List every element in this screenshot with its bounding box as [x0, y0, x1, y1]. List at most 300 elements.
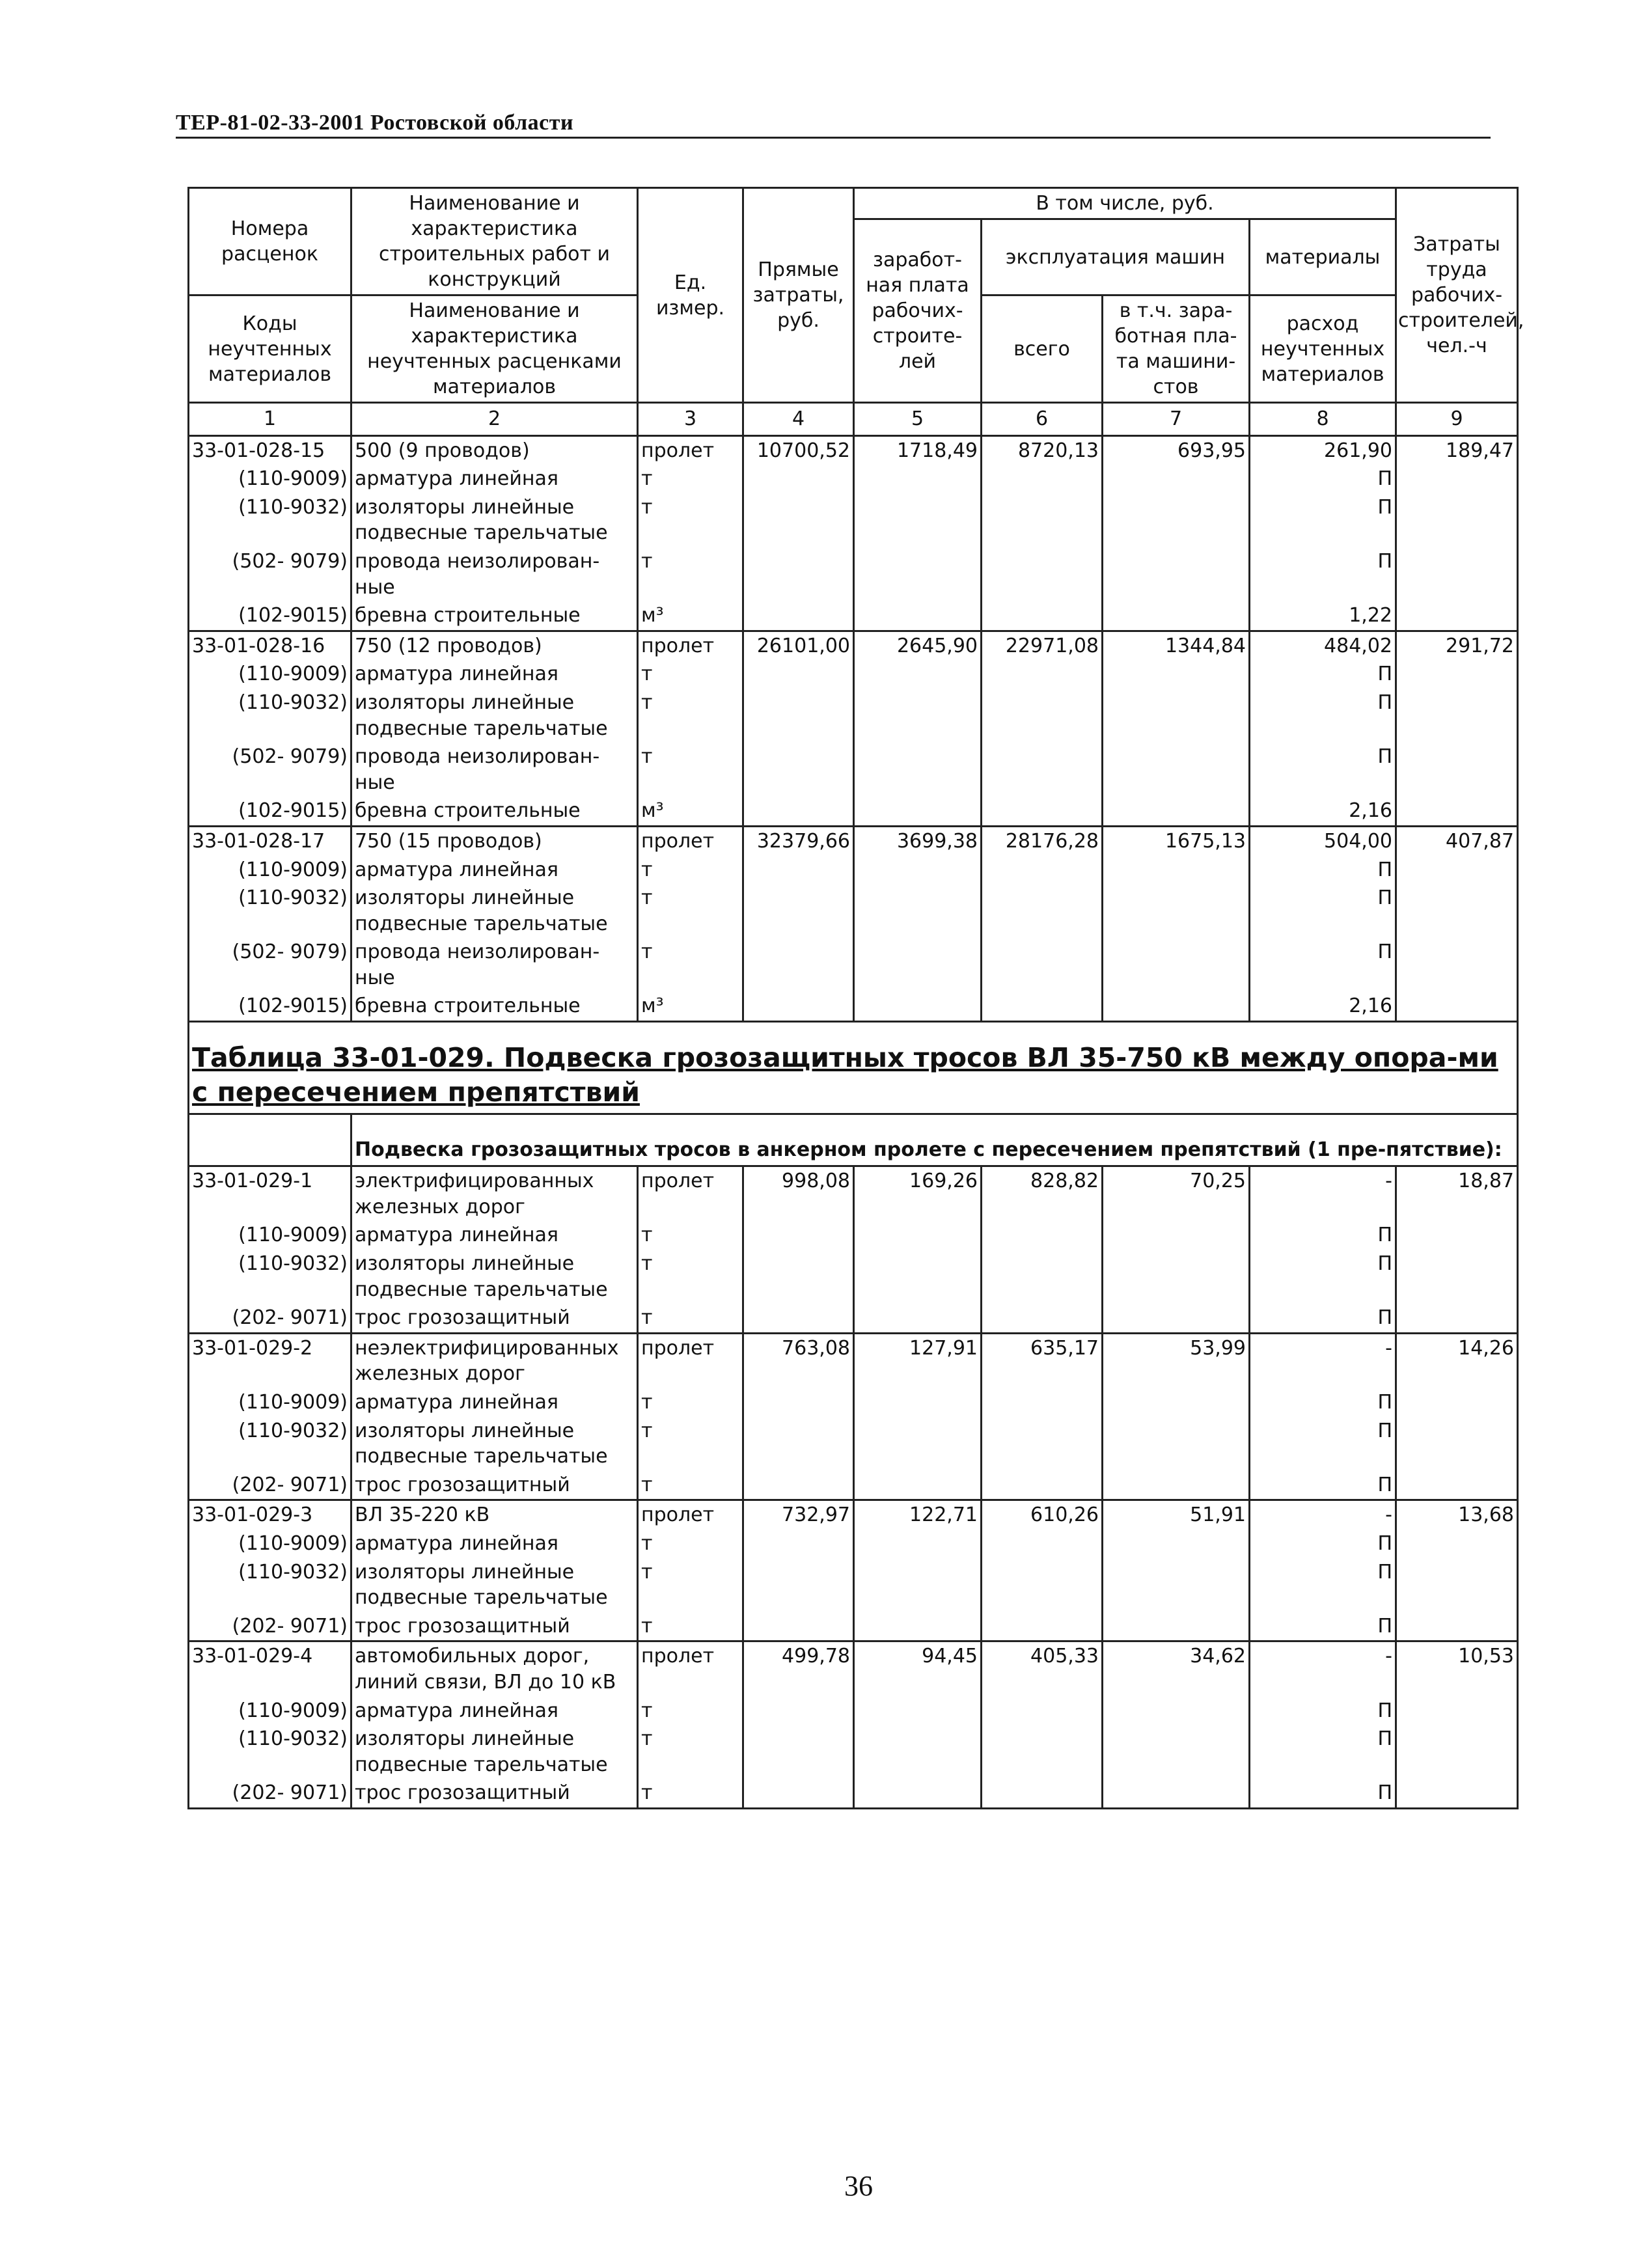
- column-number: 4: [743, 403, 854, 436]
- material-name: изоляторы линейные подвесные тарельчатые: [351, 493, 638, 547]
- material-name: арматура линейная: [351, 1697, 638, 1725]
- material-code: (202- 9071): [189, 1779, 351, 1808]
- labor: [1396, 493, 1518, 547]
- machines-total: [982, 689, 1103, 743]
- unit: т: [638, 1530, 743, 1558]
- machines-total: [982, 1304, 1103, 1333]
- machines-total: [982, 601, 1103, 631]
- material-name: изоляторы линейные подвесные тарельчатые: [351, 1558, 638, 1612]
- materials: П: [1250, 689, 1396, 743]
- materials: П: [1250, 660, 1396, 689]
- rate-code: 33-01-028-17: [189, 826, 351, 855]
- direct-costs: [743, 1725, 854, 1779]
- machines-total: [982, 743, 1103, 797]
- rate-code: 33-01-029-4: [189, 1641, 351, 1697]
- machinist-wage: [1103, 1250, 1250, 1304]
- labor: 13,68: [1396, 1500, 1518, 1530]
- material-name: арматура линейная: [351, 856, 638, 885]
- material-code: (110-9032): [189, 884, 351, 938]
- machines-total: [982, 1725, 1103, 1779]
- machines-total: 828,82: [982, 1166, 1103, 1222]
- material-row: [189, 1697, 1518, 1725]
- unit: т: [638, 689, 743, 743]
- machinist-wage: 53,99: [1103, 1333, 1250, 1388]
- labor: [1396, 884, 1518, 938]
- direct-costs: [743, 797, 854, 826]
- machines-total: [982, 1697, 1103, 1725]
- table-body: [189, 403, 1518, 1809]
- machines-total: [982, 465, 1103, 493]
- machines-total: [982, 1612, 1103, 1641]
- header-codes-top: Номера расценок: [189, 188, 351, 295]
- column-number: 6: [982, 403, 1103, 436]
- machinist-wage: [1103, 1697, 1250, 1725]
- direct-costs: [743, 1304, 854, 1333]
- machinist-wage: 51,91: [1103, 1500, 1250, 1530]
- work-name: электрифицированных железных дорог: [351, 1166, 638, 1222]
- rate-code: 33-01-028-16: [189, 631, 351, 660]
- materials: П: [1250, 1221, 1396, 1250]
- machinist-wage: [1103, 797, 1250, 826]
- direct-costs: 32379,66: [743, 826, 854, 855]
- column-number: 8: [1250, 403, 1396, 436]
- machines-total: 8720,13: [982, 435, 1103, 465]
- work-name: 750 (12 проводов): [351, 631, 638, 660]
- header-materials: материалы: [1250, 219, 1396, 295]
- materials: 1,22: [1250, 601, 1396, 631]
- unit: т: [638, 1388, 743, 1417]
- materials: П: [1250, 1779, 1396, 1808]
- unit: т: [638, 856, 743, 885]
- material-row: [189, 856, 1518, 885]
- unit: т: [638, 1612, 743, 1641]
- material-name: арматура линейная: [351, 1530, 638, 1558]
- machines-total: 405,33: [982, 1641, 1103, 1697]
- labor: [1396, 1417, 1518, 1471]
- subheading: Подвеска грозозащитных тросов в анкерном пролете с пересечением препятствий (1 пре-пятствие):: [351, 1114, 1518, 1166]
- labor: [1396, 1388, 1518, 1417]
- unit: т: [638, 465, 743, 493]
- machines-total: [982, 1221, 1103, 1250]
- labor: [1396, 1697, 1518, 1725]
- labor: 10,53: [1396, 1641, 1518, 1697]
- direct-costs: [743, 992, 854, 1021]
- materials: П: [1250, 465, 1396, 493]
- material-name: арматура линейная: [351, 660, 638, 689]
- direct-costs: [743, 938, 854, 992]
- machines-total: [982, 1388, 1103, 1417]
- material-name: бревна строительные: [351, 601, 638, 631]
- labor: [1396, 1250, 1518, 1304]
- material-name: арматура линейная: [351, 1221, 638, 1250]
- material-code: (502- 9079): [189, 547, 351, 601]
- machinist-wage: [1103, 547, 1250, 601]
- direct-costs: [743, 689, 854, 743]
- wage: 2645,90: [854, 631, 982, 660]
- materials: -: [1250, 1500, 1396, 1530]
- wage: 3699,38: [854, 826, 982, 855]
- machinist-wage: 34,62: [1103, 1641, 1250, 1697]
- machines-total: [982, 938, 1103, 992]
- material-code: (110-9032): [189, 1558, 351, 1612]
- direct-costs: [743, 547, 854, 601]
- material-name: изоляторы линейные подвесные тарельчатые: [351, 1417, 638, 1471]
- header-unit: Ед. измер.: [638, 188, 743, 403]
- machines-total: [982, 992, 1103, 1021]
- labor: [1396, 660, 1518, 689]
- machinist-wage: 1675,13: [1103, 826, 1250, 855]
- machinist-wage: [1103, 660, 1250, 689]
- material-row: [189, 743, 1518, 797]
- material-code: (110-9032): [189, 689, 351, 743]
- material-name: бревна строительные: [351, 992, 638, 1021]
- direct-costs: [743, 465, 854, 493]
- document-header-title: ТЕР-81-02-33-2001 Ростовской области: [176, 111, 574, 135]
- wage: [854, 884, 982, 938]
- wage: 127,91: [854, 1333, 982, 1388]
- machinist-wage: [1103, 1221, 1250, 1250]
- column-number: 1: [189, 403, 351, 436]
- direct-costs: [743, 493, 854, 547]
- machinist-wage: [1103, 1779, 1250, 1808]
- labor: [1396, 1471, 1518, 1500]
- header-rule: [176, 137, 1491, 139]
- material-code: (102-9015): [189, 601, 351, 631]
- direct-costs: 499,78: [743, 1641, 854, 1697]
- direct-costs: [743, 1417, 854, 1471]
- materials: П: [1250, 938, 1396, 992]
- unit: т: [638, 660, 743, 689]
- materials: П: [1250, 743, 1396, 797]
- material-row: [189, 1779, 1518, 1808]
- unit: пролет: [638, 1333, 743, 1388]
- header-codes-bottom: Коды неучтенных материалов: [189, 295, 351, 403]
- unit: т: [638, 1221, 743, 1250]
- wage: [854, 547, 982, 601]
- labor: [1396, 1558, 1518, 1612]
- header-machines: эксплуатация машин: [982, 219, 1250, 295]
- work-name: неэлектрифицированных железных дорог: [351, 1333, 638, 1388]
- direct-costs: 732,97: [743, 1500, 854, 1530]
- labor: [1396, 797, 1518, 826]
- machines-total: [982, 493, 1103, 547]
- unit: пролет: [638, 1500, 743, 1530]
- materials: -: [1250, 1166, 1396, 1222]
- machinist-wage: 1344,84: [1103, 631, 1250, 660]
- direct-costs: [743, 1612, 854, 1641]
- materials: П: [1250, 1417, 1396, 1471]
- header-labor: Затраты труда рабочих-строителей, чел.-ч: [1396, 188, 1518, 403]
- machinist-wage: [1103, 1417, 1250, 1471]
- labor: [1396, 547, 1518, 601]
- machinist-wage: [1103, 1530, 1250, 1558]
- material-code: (110-9009): [189, 1697, 351, 1725]
- materials: П: [1250, 1558, 1396, 1612]
- material-row: [189, 1221, 1518, 1250]
- wage: [854, 1471, 982, 1500]
- unit: пролет: [638, 435, 743, 465]
- direct-costs: [743, 1558, 854, 1612]
- work-name: ВЛ 35-220 кВ: [351, 1500, 638, 1530]
- rate-code: 33-01-029-3: [189, 1500, 351, 1530]
- direct-costs: [743, 1388, 854, 1417]
- unit: м³: [638, 601, 743, 631]
- column-number: 2: [351, 403, 638, 436]
- material-name: бревна строительные: [351, 797, 638, 826]
- machines-total: [982, 1530, 1103, 1558]
- material-row: [189, 1612, 1518, 1641]
- material-name: изоляторы линейные подвесные тарельчатые: [351, 1250, 638, 1304]
- machines-total: [982, 1471, 1103, 1500]
- unit: т: [638, 547, 743, 601]
- wage: [854, 1725, 982, 1779]
- material-code: (102-9015): [189, 797, 351, 826]
- unit: т: [638, 938, 743, 992]
- direct-costs: 998,08: [743, 1166, 854, 1222]
- labor: [1396, 601, 1518, 631]
- materials: -: [1250, 1641, 1396, 1697]
- labor: [1396, 1725, 1518, 1779]
- unit: т: [638, 1725, 743, 1779]
- work-name: 500 (9 проводов): [351, 435, 638, 465]
- rate-row: [189, 1500, 1518, 1530]
- unit: т: [638, 1471, 743, 1500]
- material-code: (110-9032): [189, 1417, 351, 1471]
- machinist-wage: [1103, 1304, 1250, 1333]
- wage: [854, 1221, 982, 1250]
- rate-code: 33-01-028-15: [189, 435, 351, 465]
- labor: 18,87: [1396, 1166, 1518, 1222]
- material-code: (502- 9079): [189, 743, 351, 797]
- machinist-wage: [1103, 1725, 1250, 1779]
- material-name: изоляторы линейные подвесные тарельчатые: [351, 1725, 638, 1779]
- rate-row: [189, 1333, 1518, 1388]
- wage: [854, 856, 982, 885]
- direct-costs: [743, 884, 854, 938]
- wage: [854, 465, 982, 493]
- rate-row: [189, 435, 1518, 465]
- material-name: арматура линейная: [351, 465, 638, 493]
- header-group-including: В том числе, руб.: [854, 188, 1396, 219]
- unit: т: [638, 884, 743, 938]
- direct-costs: [743, 856, 854, 885]
- wage: [854, 1779, 982, 1808]
- machinist-wage: [1103, 743, 1250, 797]
- machinist-wage: [1103, 493, 1250, 547]
- material-name: провода неизолирован-ные: [351, 547, 638, 601]
- direct-costs: [743, 1221, 854, 1250]
- labor: [1396, 1221, 1518, 1250]
- column-number-row: [189, 403, 1518, 436]
- material-name: провода неизолирован-ные: [351, 743, 638, 797]
- machines-total: 610,26: [982, 1500, 1103, 1530]
- material-row: [189, 547, 1518, 601]
- direct-costs: [743, 660, 854, 689]
- labor: [1396, 1612, 1518, 1641]
- wage: 169,26: [854, 1166, 982, 1222]
- unit: т: [638, 1779, 743, 1808]
- wage: 122,71: [854, 1500, 982, 1530]
- material-code: (102-9015): [189, 992, 351, 1021]
- material-name: трос грозозащитный: [351, 1779, 638, 1808]
- rates-table: [187, 187, 1524, 1809]
- machinist-wage: [1103, 601, 1250, 631]
- header-materials-consumption: расход неучтенных материалов: [1250, 295, 1396, 403]
- labor: [1396, 743, 1518, 797]
- material-row: [189, 1558, 1518, 1612]
- wage: [854, 1388, 982, 1417]
- labor: [1396, 938, 1518, 992]
- wage: [854, 938, 982, 992]
- wage: [854, 1697, 982, 1725]
- labor: 14,26: [1396, 1333, 1518, 1388]
- material-code: (110-9009): [189, 856, 351, 885]
- material-row: [189, 465, 1518, 493]
- material-code: (110-9009): [189, 465, 351, 493]
- unit: м³: [638, 992, 743, 1021]
- material-code: (202- 9071): [189, 1471, 351, 1500]
- materials: П: [1250, 1471, 1396, 1500]
- material-code: (202- 9071): [189, 1612, 351, 1641]
- header-name-top: Наименование и характеристика строительных работ и конструкций: [351, 188, 638, 295]
- wage: [854, 1612, 982, 1641]
- machinist-wage: [1103, 1388, 1250, 1417]
- labor: [1396, 856, 1518, 885]
- materials: П: [1250, 1530, 1396, 1558]
- labor: [1396, 1304, 1518, 1333]
- labor: [1396, 689, 1518, 743]
- material-code: (110-9009): [189, 1388, 351, 1417]
- material-name: трос грозозащитный: [351, 1471, 638, 1500]
- wage: [854, 1250, 982, 1304]
- wage: [854, 992, 982, 1021]
- direct-costs: 26101,00: [743, 631, 854, 660]
- wage: [854, 743, 982, 797]
- machines-total: [982, 856, 1103, 885]
- unit: пролет: [638, 826, 743, 855]
- work-name: автомобильных дорог, линий связи, ВЛ до 10 кВ: [351, 1641, 638, 1697]
- header-direct-costs: Прямые затраты, руб.: [743, 188, 854, 403]
- unit: т: [638, 493, 743, 547]
- unit: т: [638, 1697, 743, 1725]
- materials: П: [1250, 547, 1396, 601]
- direct-costs: 763,08: [743, 1333, 854, 1388]
- section-title-row: [189, 1022, 1518, 1114]
- material-code: (110-9009): [189, 1221, 351, 1250]
- wage: [854, 1530, 982, 1558]
- work-name: 750 (15 проводов): [351, 826, 638, 855]
- direct-costs: [743, 1530, 854, 1558]
- material-name: изоляторы линейные подвесные тарельчатые: [351, 884, 638, 938]
- material-row: [189, 493, 1518, 547]
- unit: т: [638, 1417, 743, 1471]
- direct-costs: [743, 1250, 854, 1304]
- material-code: (202- 9071): [189, 1304, 351, 1333]
- machinist-wage: [1103, 884, 1250, 938]
- material-code: (110-9032): [189, 1725, 351, 1779]
- wage: [854, 493, 982, 547]
- unit: т: [638, 1304, 743, 1333]
- material-row: [189, 660, 1518, 689]
- machines-total: 28176,28: [982, 826, 1103, 855]
- machinist-wage: [1103, 1471, 1250, 1500]
- machinist-wage: 693,95: [1103, 435, 1250, 465]
- materials: П: [1250, 884, 1396, 938]
- material-name: арматура линейная: [351, 1388, 638, 1417]
- material-row: [189, 1388, 1518, 1417]
- machines-total: [982, 660, 1103, 689]
- unit: пролет: [638, 631, 743, 660]
- materials: 2,16: [1250, 797, 1396, 826]
- materials: П: [1250, 1697, 1396, 1725]
- labor: [1396, 992, 1518, 1021]
- material-row: [189, 1725, 1518, 1779]
- direct-costs: [743, 1779, 854, 1808]
- wage: [854, 1304, 982, 1333]
- rate-row: [189, 1166, 1518, 1222]
- material-row: [189, 797, 1518, 826]
- unit: т: [638, 1250, 743, 1304]
- unit: пролет: [638, 1641, 743, 1697]
- machines-total: [982, 1779, 1103, 1808]
- rate-code: 33-01-029-1: [189, 1166, 351, 1222]
- labor: 189,47: [1396, 435, 1518, 465]
- material-name: изоляторы линейные подвесные тарельчатые: [351, 689, 638, 743]
- material-code: (110-9032): [189, 493, 351, 547]
- direct-costs: [743, 601, 854, 631]
- material-row: [189, 601, 1518, 631]
- wage: 1718,49: [854, 435, 982, 465]
- wage: [854, 601, 982, 631]
- rate-row: [189, 1641, 1518, 1697]
- machines-total: [982, 1250, 1103, 1304]
- materials: 261,90: [1250, 435, 1396, 465]
- section-title: Таблица 33-01-029. Подвеска грозозащитных тросов ВЛ 35-750 кВ между опора-ми с пересечением препятствий: [192, 1042, 1498, 1108]
- materials: -: [1250, 1333, 1396, 1388]
- direct-costs: [743, 1471, 854, 1500]
- wage: [854, 660, 982, 689]
- material-row: [189, 1471, 1518, 1500]
- machines-total: [982, 1558, 1103, 1612]
- material-name: провода неизолирован-ные: [351, 938, 638, 992]
- rate-row: [189, 631, 1518, 660]
- header-machinist-wage: в т.ч. зара-ботная пла-та машини-стов: [1103, 295, 1250, 403]
- materials: П: [1250, 1725, 1396, 1779]
- machinist-wage: [1103, 1558, 1250, 1612]
- material-code: (110-9032): [189, 1250, 351, 1304]
- machines-total: 635,17: [982, 1333, 1103, 1388]
- materials: П: [1250, 1250, 1396, 1304]
- wage: 94,45: [854, 1641, 982, 1697]
- material-row: [189, 1250, 1518, 1304]
- labor: 407,87: [1396, 826, 1518, 855]
- material-name: трос грозозащитный: [351, 1612, 638, 1641]
- material-code: (110-9009): [189, 1530, 351, 1558]
- subheading-spacer: [189, 1114, 351, 1166]
- wage: [854, 1417, 982, 1471]
- column-number: 7: [1103, 403, 1250, 436]
- materials: П: [1250, 1388, 1396, 1417]
- page-number: 36: [844, 2170, 873, 2202]
- header-wage: заработ-ная плата рабочих-строите-лей: [854, 219, 982, 403]
- labor: [1396, 1530, 1518, 1558]
- direct-costs: [743, 1697, 854, 1725]
- rate-code: 33-01-029-2: [189, 1333, 351, 1388]
- column-number: 9: [1396, 403, 1518, 436]
- wage: [854, 689, 982, 743]
- unit: пролет: [638, 1166, 743, 1222]
- machines-total: [982, 797, 1103, 826]
